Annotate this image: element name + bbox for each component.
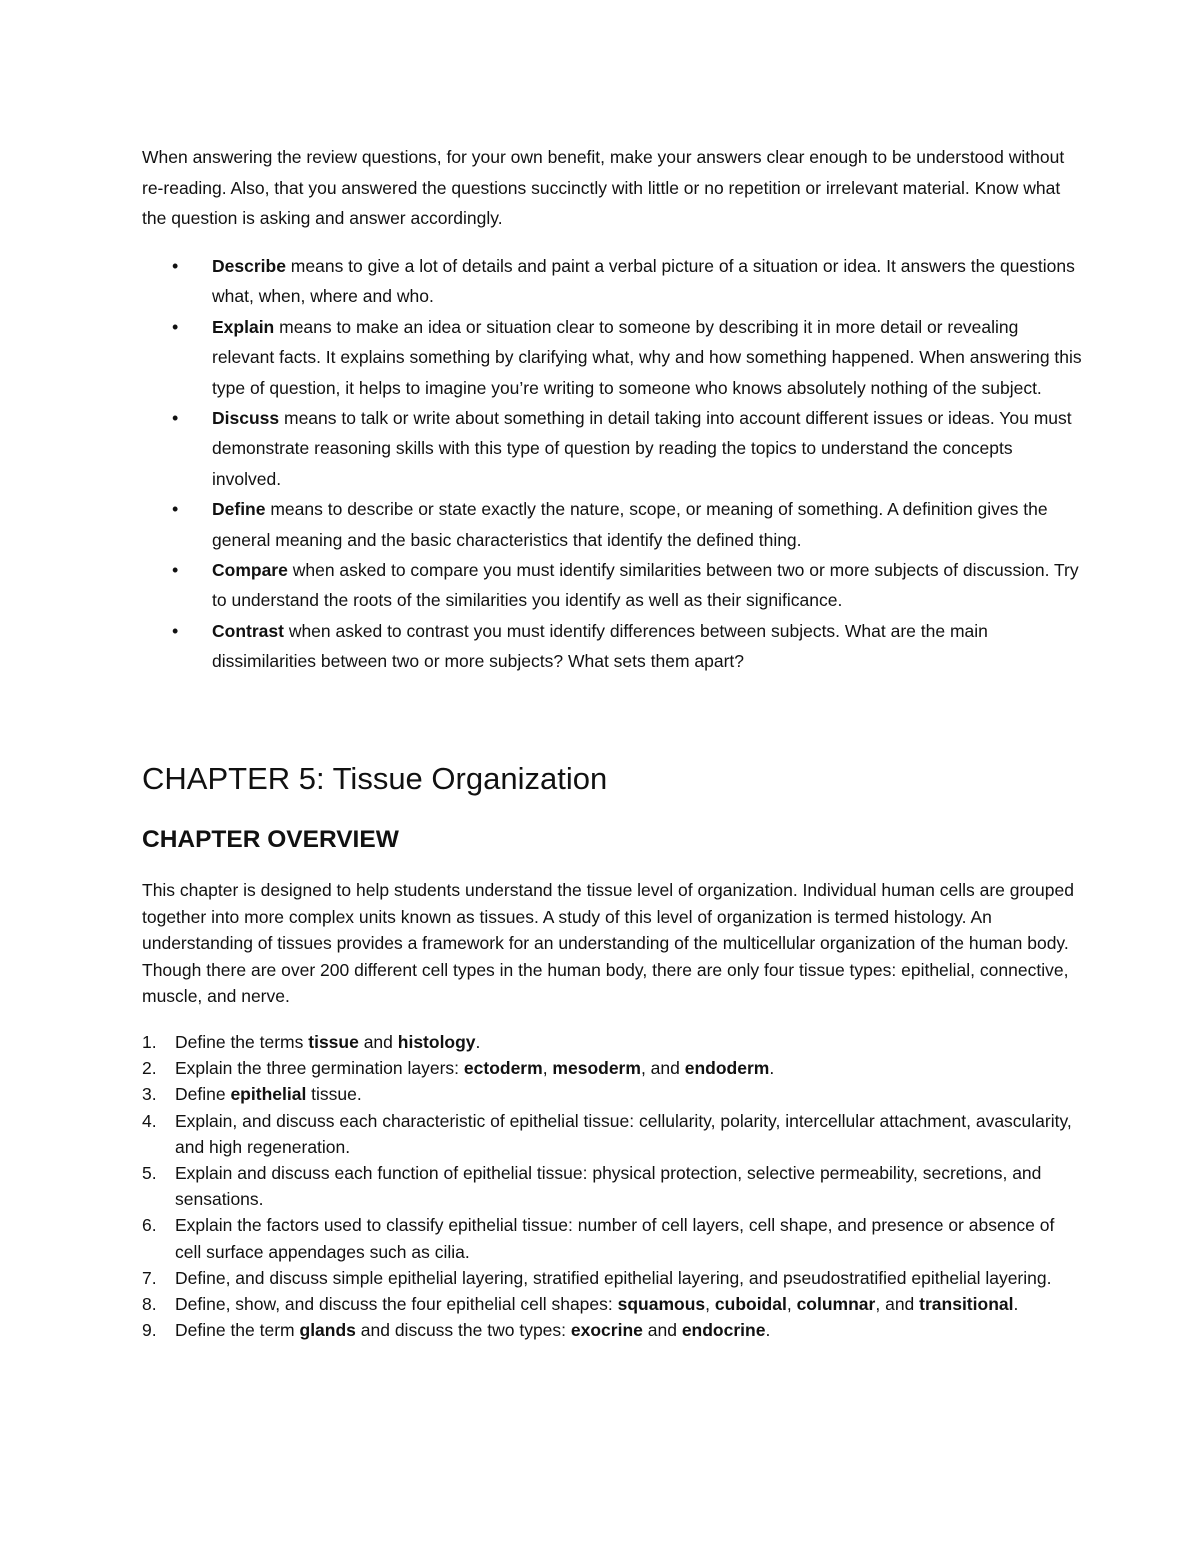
term-label: Compare <box>212 560 288 581</box>
key-term: mesoderm <box>552 1058 641 1079</box>
objective-item <box>142 1029 1072 1055</box>
key-term: glands <box>299 1320 356 1341</box>
bullet-icon: • <box>172 499 179 520</box>
term-label: Describe <box>212 256 286 276</box>
objective-item <box>142 1317 1072 1343</box>
objective-text: , <box>542 1058 553 1079</box>
bullet-icon: • <box>172 560 179 581</box>
objective-text: Explain the factors used to classify epithelial tissue: number of cell layers, cell shape, and presence or absence of cell surface appendages such as cilia. <box>175 1215 1055 1262</box>
objective-number: 6. <box>142 1215 157 1236</box>
objectives-list <box>142 1029 1072 1343</box>
term-label: Define <box>212 499 266 520</box>
objective-item <box>142 1108 1072 1160</box>
objective-text: Explain the three germination layers: <box>175 1058 464 1079</box>
objective-text: Define, and discuss simple epithelial layering, stratified epithelial layering, and pseudostratified epithelial layering. <box>175 1267 1052 1288</box>
key-term: histology <box>397 1032 476 1052</box>
term-label: Explain <box>212 316 275 337</box>
term-description: means to talk or write about something in detail taking into account different issues or ideas. You must demonstrate reasoning skills with this type of question by reading the topics to understand the concepts involved. <box>212 408 1072 489</box>
objective-item <box>142 1265 1072 1291</box>
objective-text: Define the term <box>175 1320 300 1341</box>
objective-text: , and <box>640 1058 685 1079</box>
objective-text: , and <box>875 1294 920 1315</box>
objective-text: , <box>786 1294 797 1315</box>
objective-number: 2. <box>142 1058 157 1079</box>
key-term: endocrine <box>681 1320 766 1341</box>
key-term: ectoderm <box>463 1058 543 1079</box>
term-description: when asked to contrast you must identify differences between subjects. What are the main dissimilarities between two or more subjects? What sets them apart? <box>212 620 988 672</box>
objective-text: . <box>765 1320 771 1341</box>
overview-heading: CHAPTER OVERVIEW <box>142 826 399 853</box>
objective-text: Define <box>175 1084 231 1105</box>
objective-item <box>142 1055 1072 1081</box>
objective-number: 7. <box>142 1267 157 1288</box>
term-description: means to describe or state exactly the nature, scope, or meaning of something. A definition gives the general meaning and the basic characteristics that identify the defined thing. <box>212 499 1048 550</box>
key-term: endoderm <box>684 1058 770 1079</box>
objective-number: 8. <box>142 1294 157 1315</box>
term-label: Contrast <box>212 620 284 641</box>
objective-item <box>142 1081 1072 1107</box>
objective-text: . <box>769 1058 775 1079</box>
objective-number: 5. <box>142 1163 157 1184</box>
objective-item <box>142 1291 1072 1317</box>
term-description: when asked to compare you must identify similarities between two or more subjects of discussion. Try to understand the roots of the similarities you identify as well as their significance. <box>212 560 1079 611</box>
objective-text: . <box>475 1032 481 1052</box>
objective-number: 4. <box>142 1110 157 1131</box>
key-term: columnar <box>796 1294 876 1315</box>
objective-text: Define the terms <box>175 1032 309 1052</box>
objective-text: Explain and discuss each function of epithelial tissue: physical protection, selective permeability, secretions, and sensations. <box>175 1163 1042 1210</box>
objective-number: 3. <box>142 1084 157 1105</box>
objective-text: and discuss the two types: <box>355 1320 571 1341</box>
list-item <box>142 312 1082 403</box>
objective-item <box>142 1160 1072 1212</box>
chapter-title: CHAPTER 5: Tissue Organization <box>142 761 608 796</box>
key-term: transitional <box>919 1294 1014 1315</box>
objective-text: Define, show, and discuss the four epithelial cell shapes: <box>175 1294 618 1315</box>
objective-text: and <box>358 1032 398 1052</box>
term-label: Discuss <box>212 408 280 429</box>
list-item <box>142 494 1082 555</box>
key-term: cuboidal <box>714 1294 787 1315</box>
bullet-icon: • <box>172 256 179 276</box>
overview-paragraph: This chapter is designed to help students understand the tissue level of organization. Individual human cells are grouped together into more complex units known as tissues. A study of this level of organization is termed histology. An understanding of tissues provides a framework for an understanding of the multicellular organization of the human body. Though there are over 200 different cell types in the human body, there are only four tissue types: epithelial, connective, muscle, and nerve. <box>142 880 1074 1007</box>
question-type-list <box>142 251 1082 677</box>
objective-number: 9. <box>142 1320 157 1341</box>
objective-text: Explain, and discuss each characteristic of epithelial tissue: cellularity, polarity, intercellular attachment, avascularity, and high regeneration. <box>175 1110 1072 1157</box>
bullet-icon: • <box>172 620 179 641</box>
list-item <box>142 616 1082 677</box>
objective-text: tissue. <box>306 1084 362 1105</box>
key-term: tissue <box>308 1032 359 1052</box>
key-term: epithelial <box>230 1084 307 1105</box>
key-term: squamous <box>617 1294 706 1315</box>
objective-number: 1. <box>142 1032 157 1052</box>
objective-text: , <box>705 1294 715 1315</box>
objective-text: . <box>1013 1294 1019 1315</box>
list-item <box>142 403 1082 494</box>
list-item <box>142 555 1082 616</box>
objective-item <box>142 1212 1072 1264</box>
term-description: means to give a lot of details and paint a verbal picture of a situation or idea. It answers the questions what, when, where and who. <box>212 256 1075 307</box>
bullet-icon: • <box>172 316 179 337</box>
objective-text: and <box>642 1320 682 1341</box>
bullet-icon: • <box>172 408 179 429</box>
list-item <box>142 251 1082 312</box>
intro-paragraph: When answering the review questions, for your own benefit, make your answers clear enough to be understood without re-reading. Also, that you answered the questions succinctly with little or no repetition or irrelevant material. Know what the question is asking and answer accordingly. <box>142 147 1065 228</box>
term-description: means to make an idea or situation clear to someone by describing it in more detail or revealing relevant facts. It explains something by clarifying what, why and how something happened. When answering this type of question, it helps to imagine you’re writing to someone who knows absolutely nothing of the subject. <box>212 316 1082 398</box>
key-term: exocrine <box>570 1320 643 1341</box>
